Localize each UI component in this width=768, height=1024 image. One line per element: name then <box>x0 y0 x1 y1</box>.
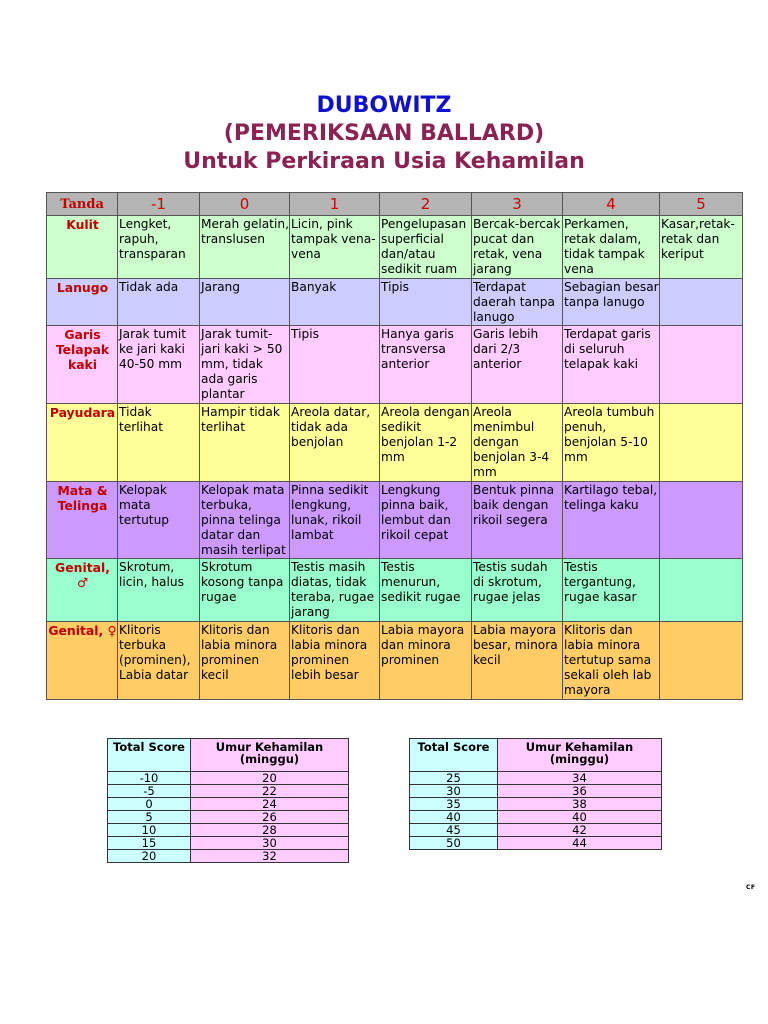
table-cell: Areola tumbuh penuh, benjolan 5-10 mm <box>563 404 660 482</box>
table-cell: Lengkung pinna baik, lembut dan rikoil cepat <box>380 482 472 559</box>
table-cell: Terdapat daerah tanpa lanugo <box>472 279 563 326</box>
score-value: -10 <box>108 772 191 785</box>
table-cell: Jarang <box>200 279 290 326</box>
table-cell: Skrotum kosong tanpa rugae <box>200 559 290 622</box>
score-row <box>108 850 349 863</box>
row-label: Kulit <box>47 216 118 279</box>
age-value: 28 <box>191 824 349 837</box>
table-cell: Lengket, rapuh, transparan <box>118 216 200 279</box>
table-cell: Pinna sedikit lengkung, lunak, rikoil lambat <box>290 482 380 559</box>
table-cell: Klitoris dan labia minora tertutup sama sekali oleh lab mayora <box>563 622 660 700</box>
title-line-2: (PEMERIKSAAN BALLARD) <box>223 121 545 146</box>
table-cell: Tipis <box>290 326 380 404</box>
table-row <box>47 559 743 622</box>
table-row <box>47 622 743 700</box>
table-cell: Bentuk pinna baik dengan rikoil segera <box>472 482 563 559</box>
table-cell: Tidak terlihat <box>118 404 200 482</box>
table-header-row <box>47 193 743 216</box>
table-cell: Kartilago tebal, telinga kaku <box>563 482 660 559</box>
age-value: 20 <box>191 772 349 785</box>
table-cell: Banyak <box>290 279 380 326</box>
title-line-1: DUBOWITZ <box>316 93 452 118</box>
header-cell: 1 <box>290 193 380 216</box>
score-value: 35 <box>410 798 498 811</box>
table-cell: Klitoris dan labia minora prominen kecil <box>200 622 290 700</box>
table-row <box>47 216 743 279</box>
table-cell: Terdapat garis di seluruh telapak kaki <box>563 326 660 404</box>
table-cell: Hampir tidak terlihat <box>200 404 290 482</box>
score-row <box>410 837 662 850</box>
header-cell: 4 <box>563 193 660 216</box>
table-cell: Hanya garis transversa anterior <box>380 326 472 404</box>
age-value: 34 <box>498 772 662 785</box>
table-cell: Testis masih diatas, tidak teraba, rugae jarang <box>290 559 380 622</box>
score-header-row <box>108 739 349 772</box>
age-value: 32 <box>191 850 349 863</box>
table-cell <box>660 559 743 622</box>
title-line-3: Untuk Perkiraan Usia Kehamilan <box>183 149 585 174</box>
table-cell: Skrotum, licin, halus <box>118 559 200 622</box>
score-row <box>410 798 662 811</box>
table-row <box>47 404 743 482</box>
table-row <box>47 326 743 404</box>
age-value: 42 <box>498 824 662 837</box>
table-row <box>47 279 743 326</box>
header-cell: -1 <box>118 193 200 216</box>
table-cell: Testis menurun, sedikit rugae <box>380 559 472 622</box>
table-cell: Klitoris dan labia minora prominen lebih besar <box>290 622 380 700</box>
row-label: Garis Telapak kaki <box>47 326 118 404</box>
score-row <box>108 772 349 785</box>
age-value: 24 <box>191 798 349 811</box>
table-cell: Garis lebih dari 2/3 anterior <box>472 326 563 404</box>
score-value: 40 <box>410 811 498 824</box>
table-cell: Areola datar, tidak ada benjolan <box>290 404 380 482</box>
row-label: Genital, ♀ <box>47 622 118 700</box>
table-cell: Labia mayora dan minora prominen <box>380 622 472 700</box>
document-title <box>0 92 768 176</box>
age-value: 30 <box>191 837 349 850</box>
table-row <box>47 482 743 559</box>
score-value: 45 <box>410 824 498 837</box>
table-cell: Kasar,retak-retak dan keriput <box>660 216 743 279</box>
table-cell: Klitoris terbuka (prominen), Labia datar <box>118 622 200 700</box>
ballard-table <box>46 192 743 700</box>
footer-mark: CF <box>746 884 756 891</box>
table-cell: Licin, pink tampak vena-vena <box>290 216 380 279</box>
score-value: 20 <box>108 850 191 863</box>
row-label: Lanugo <box>47 279 118 326</box>
score-value: 0 <box>108 798 191 811</box>
table-cell: Labia mayora besar, minora kecil <box>472 622 563 700</box>
table-cell: Bercak-bercak pucat dan retak, vena jarang <box>472 216 563 279</box>
score-table-left <box>107 738 349 863</box>
score-value: 25 <box>410 772 498 785</box>
row-label: Mata & Telinga <box>47 482 118 559</box>
score-value: 10 <box>108 824 191 837</box>
age-value: 38 <box>498 798 662 811</box>
age-value: 44 <box>498 837 662 850</box>
table-cell: Perkamen, retak dalam, tidak tampak vena <box>563 216 660 279</box>
age-value: 36 <box>498 785 662 798</box>
score-row <box>410 772 662 785</box>
score-header-row <box>410 739 662 772</box>
score-row <box>410 811 662 824</box>
table-cell <box>660 622 743 700</box>
score-header-age: Umur Kehamilan (minggu) <box>191 739 349 772</box>
score-value: 5 <box>108 811 191 824</box>
table-cell <box>660 482 743 559</box>
score-row <box>108 837 349 850</box>
row-label: Payudara <box>47 404 118 482</box>
table-cell: Areola menimbul dengan benjolan 3-4 mm <box>472 404 563 482</box>
score-value: 15 <box>108 837 191 850</box>
header-cell: 2 <box>380 193 472 216</box>
score-header-age: Umur Kehamilan (minggu) <box>498 739 662 772</box>
header-cell: Tanda <box>47 193 118 216</box>
table-cell: Merah gelatin, translusen <box>200 216 290 279</box>
age-value: 26 <box>191 811 349 824</box>
row-label: Genital, ♂ <box>47 559 118 622</box>
table-cell: Tidak ada <box>118 279 200 326</box>
table-cell: Jarak tumit-jari kaki > 50 mm, tidak ada garis plantar <box>200 326 290 404</box>
score-value: -5 <box>108 785 191 798</box>
table-cell: Pengelupasan superficial dan/atau sedikit ruam <box>380 216 472 279</box>
score-row <box>108 785 349 798</box>
score-header-total: Total Score <box>410 739 498 772</box>
table-cell: Kelopak mata terbuka, pinna telinga datar dan masih terlipat <box>200 482 290 559</box>
score-row <box>108 811 349 824</box>
table-cell <box>660 279 743 326</box>
table-cell: Testis tergantung, rugae kasar <box>563 559 660 622</box>
table-cell: Jarak tumit ke jari kaki 40-50 mm <box>118 326 200 404</box>
table-cell <box>660 326 743 404</box>
table-cell: Tipis <box>380 279 472 326</box>
score-row <box>410 785 662 798</box>
header-cell: 5 <box>660 193 743 216</box>
score-table-right <box>409 738 662 850</box>
header-cell: 3 <box>472 193 563 216</box>
table-cell: Testis sudah di skrotum, rugae jelas <box>472 559 563 622</box>
table-cell: Sebagian besar tanpa lanugo <box>563 279 660 326</box>
table-cell: Kelopak mata tertutup <box>118 482 200 559</box>
score-row <box>108 824 349 837</box>
score-row <box>410 824 662 837</box>
score-value: 30 <box>410 785 498 798</box>
age-value: 40 <box>498 811 662 824</box>
score-value: 50 <box>410 837 498 850</box>
header-cell: 0 <box>200 193 290 216</box>
score-header-total: Total Score <box>108 739 191 772</box>
score-row <box>108 798 349 811</box>
age-value: 22 <box>191 785 349 798</box>
table-cell: Areola dengan sedikit benjolan 1-2 mm <box>380 404 472 482</box>
table-cell <box>660 404 743 482</box>
